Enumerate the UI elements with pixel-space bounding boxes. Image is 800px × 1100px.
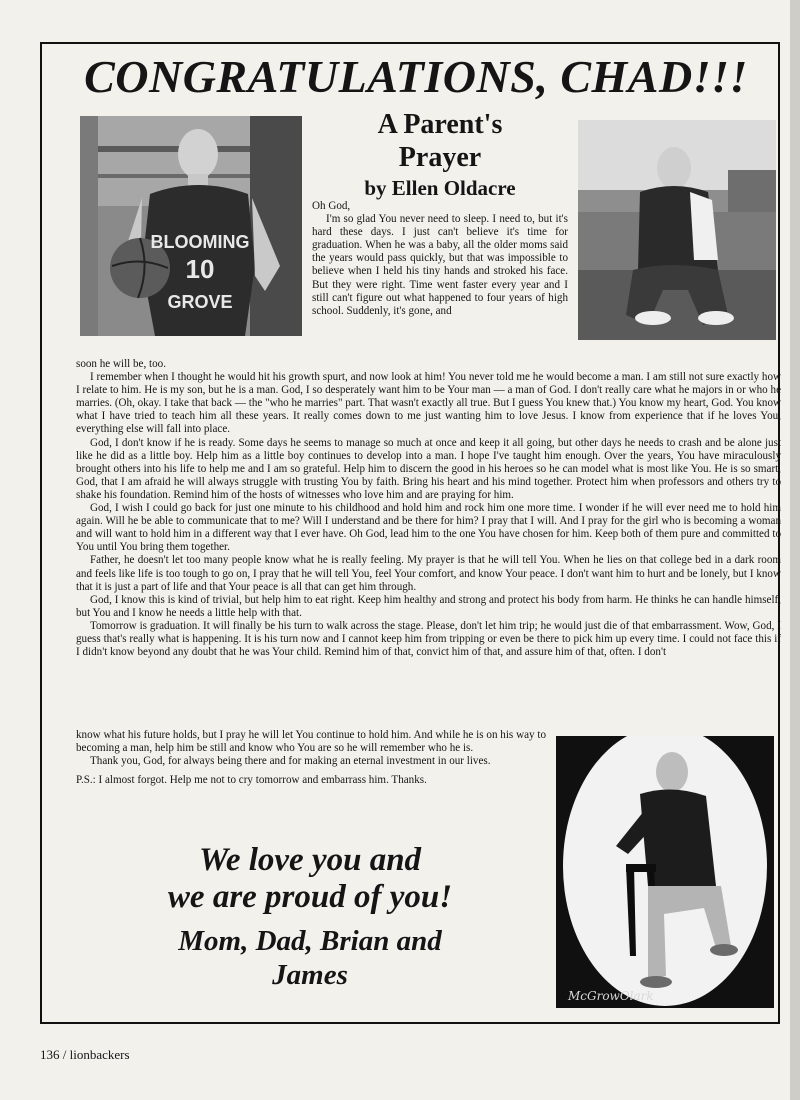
- jersey-number: 10: [185, 254, 215, 284]
- prayer-paragraph: soon he will be, too.: [76, 358, 166, 370]
- prayer-paragraph: know what his future holds, but I pray he will let You continue to hold him. And while he is on his way to becoming a man, help him be still and know who You are so he will remember who he is.: [76, 729, 546, 755]
- prayer-paragraph: Tomorrow is graduation. It will finally be his turn to walk across the stage. Please, don't let him trip; he would just die of that embarrassment. Wow, God, I guess that's really what is happening. It is his turn now and I cannot keep him from tripping or even be there to pick him up every time. I could not face this if I didn't know beyond any doubt that he was Your child. Remind him of that, convict him of that, and assure him of that, often. I don't: [76, 619, 781, 659]
- basketball-photo: [80, 116, 302, 336]
- prayer-paragraph: Father, he doesn't let too many people know what he is really feeling. My prayer is that he will tell You. When he lies on that college bed in a dark room and feels like life is too tough to go on, I pray that he will tell You, feel Your comfort, and know Your peace. I don't want him to hurt and be lonely, but I know that it is just a part of life and that Your peace is all that can get him through.: [76, 554, 781, 593]
- love-line1: We love you and: [198, 842, 422, 878]
- prayer-closing-column: [76, 729, 546, 819]
- page-footer: 136 / lionbackers: [40, 1047, 130, 1062]
- headline: CONGRATULATIONS, CHAD!!!: [84, 51, 748, 102]
- byline: by Ellen Oldacre: [364, 176, 516, 200]
- title-line2: Prayer: [398, 142, 482, 173]
- article-title: [310, 108, 570, 174]
- jersey-line2: GROVE: [167, 292, 233, 312]
- page-edge: [790, 0, 800, 1100]
- signoff-line1: Mom, Dad, Brian and: [178, 925, 442, 957]
- prayer-paragraph: God, I know this is kind of trivial, but help him to eat right. Keep him healthy and strong and protect his body from harm. He thinks he can handle himself, but You and I know he needs a little help with that.: [76, 593, 781, 619]
- prayer-paragraph: God, I wish I could go back for just one minute to his childhood and hold him and rock him one more time. I wonder if he will ever need me to hold him again. Will he be able to communicate that to me? Will I understand and be there for him? I pray that I will. And I pray for the girl who is becoming a woman and will want to hold him in a different way that I ever have. Oh God, lead him to the one You have chosen for him. Keep both of them pure and committed to You until You bring them together.: [76, 502, 781, 554]
- outdoor-crouch-photo: [578, 120, 776, 340]
- jersey-line1: BLOOMING: [150, 232, 250, 252]
- signoff-line2: James: [272, 959, 348, 991]
- studio-portrait-photo: [556, 736, 774, 1008]
- photo-credit: McGrowOlark: [568, 989, 654, 1003]
- closing-message: [76, 842, 544, 992]
- prayer-paragraph: I remember when I thought he would hit his growth spurt, and now look at him! You never told me he would become a man. I am still not sure exactly how I relate to him. He is my son, but he is a man. God, I so desperately want him to be Your man — a man of God. I don't really care what he majors in or who he marries. (Oh, okay. I take that back — the "who he marries" part. That wasn't exactly all true. But I guess You knew that.) You know my heart, God. You know what I have tried to teach him all these years. It really comes down to me just wanting him to love Jesus. I know from experience that if he loves You, everything else will fall into place.: [76, 371, 781, 436]
- postscript: P.S.: I almost forgot. Help me not to cry tomorrow and embarrass him. Thanks.: [76, 774, 427, 787]
- prayer-paragraph: Oh God,: [312, 200, 351, 212]
- prayer-paragraph: Thank you, God, for always being there and for making an eternal investment in our lives.: [90, 755, 491, 768]
- prayer-intro-column: [312, 200, 568, 360]
- title-line1: A Parent's: [377, 109, 503, 140]
- prayer-paragraph: God, I don't know if he is ready. Some days he seems to manage so much at once and keep it all going, but other days he needs to crash and be alone just like he did as a little boy. Help him as a little boy continues to develop into a man. I hope I've taught him enough. Over the years, You have miraculously brought others into his life to help me and I am so grateful. Help him to discern the good in his heroes so he can model what is most like You. He is so smart, God, that I am afraid he will always struggle with trusting You by faith. Bring his heart and his mind together. Protect him when professors and others try to shake his foundation. Remind him of the hosts of witnesses who love him and are praying for him.: [76, 436, 781, 501]
- love-line2: we are proud of you!: [167, 879, 453, 915]
- prayer-full-width: [76, 358, 781, 729]
- prayer-paragraph: I'm so glad You never need to sleep. I need to, but it's hard these days. I just can't believe it's time for graduation. When he was a baby, all the older moms said the years would pass quickly, but that was impossible to believe when I held his tiny hands and stroked his face. But they were right. Time went faster every year and I still can't figure out what happened to four years of high school. Suddenly, it's gone, and: [312, 213, 568, 317]
